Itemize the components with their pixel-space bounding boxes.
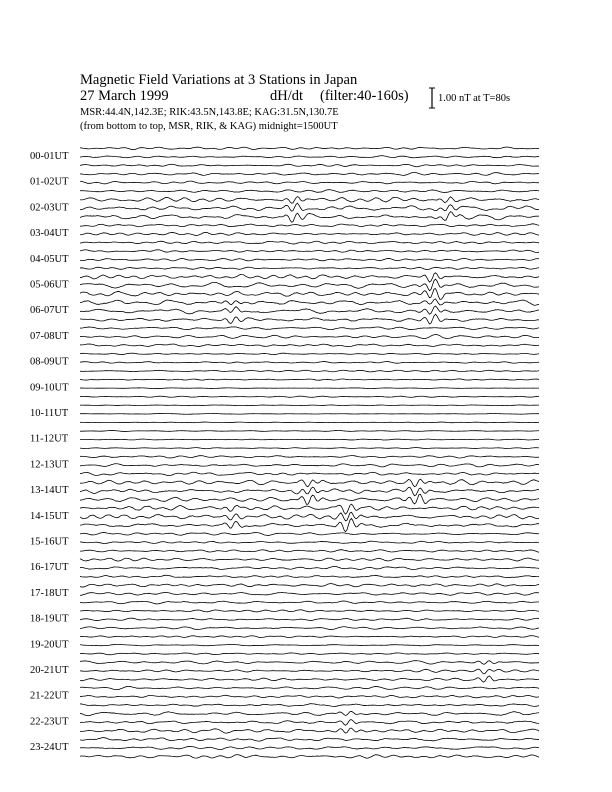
trace-msr — [80, 422, 539, 423]
trace-rik — [80, 746, 539, 749]
hour-label: 00-01UT — [30, 151, 69, 162]
trace-rik — [80, 487, 539, 496]
hour-label: 08-09UT — [30, 356, 69, 368]
trace-msr — [80, 676, 539, 682]
date-label: 27 March 1999 — [80, 88, 169, 104]
order-note: (from bottom to top, MSR, RIK, & KAG) midnight=1500UT — [80, 121, 338, 132]
trace-rik — [80, 181, 539, 184]
trace-rik — [80, 413, 539, 414]
hour-label: 21-22UT — [30, 690, 69, 702]
hour-label: 02-03UT — [30, 202, 69, 214]
trace-rik — [80, 512, 539, 521]
filter-label: (filter:40-160s) — [320, 88, 409, 104]
hour-label: 06-07UT — [30, 305, 69, 317]
trace-rik — [80, 695, 539, 698]
trace-msr — [80, 190, 539, 193]
trace-kag — [80, 711, 539, 715]
trace-rik — [80, 156, 539, 158]
trace-kag — [80, 273, 539, 282]
trace-rik — [80, 464, 539, 467]
trace-kag — [80, 533, 539, 536]
trace-kag — [80, 610, 539, 612]
trace-kag — [80, 327, 539, 330]
trace-kag — [80, 197, 539, 204]
chart-title: Magnetic Field Variations at 3 Stations in Japan — [80, 72, 358, 88]
trace-kag — [80, 584, 539, 588]
trace-msr — [80, 241, 539, 244]
trace-msr — [80, 627, 539, 630]
trace-rik — [80, 361, 539, 363]
hour-label: 01-02UT — [30, 176, 69, 188]
trace-rik — [80, 232, 539, 235]
hour-label: 23-24UT — [30, 742, 69, 754]
trace-rik — [80, 541, 539, 543]
trace-msr — [80, 212, 539, 222]
trace-msr — [80, 289, 539, 300]
trace-msr — [80, 448, 539, 449]
trace-kag — [80, 636, 539, 638]
trace-rik — [80, 258, 539, 261]
trace-rik — [80, 592, 539, 595]
hour-label: 04-05UT — [30, 253, 69, 265]
scale-label: 1.00 nT at T=80s — [438, 93, 511, 104]
trace-msr — [80, 601, 539, 604]
trace-kag — [80, 224, 539, 227]
trace-kag — [80, 661, 539, 665]
hour-label: 03-04UT — [30, 228, 69, 240]
hour-label: 11-12UT — [30, 433, 69, 445]
trace-kag — [80, 558, 539, 561]
trace-msr — [80, 267, 539, 269]
trace-kag — [80, 172, 539, 175]
trace-kag — [80, 353, 539, 354]
hour-label: 05-06UT — [30, 279, 69, 291]
trace-msr — [80, 344, 539, 347]
hour-label: 13-14UT — [30, 485, 69, 497]
trace-kag — [80, 479, 539, 487]
trace-rik — [80, 335, 539, 339]
hour-label: 09-10UT — [30, 382, 69, 394]
stations-label: MSR:44.4N,142.3E; RIK:43.5N,143.8E; KAG:31.5N,130.7E — [80, 107, 339, 118]
hour-label: 15-16UT — [30, 536, 69, 548]
hour-label: 16-17UT — [30, 562, 69, 574]
quantity-label: dH/dt — [270, 88, 304, 104]
trace-rik — [80, 306, 539, 314]
trace-kag — [80, 379, 539, 380]
trace-kag — [80, 738, 539, 742]
trace-kag — [80, 504, 539, 514]
trace-msr — [80, 494, 539, 504]
trace-msr — [80, 518, 539, 531]
trace-kag — [80, 686, 539, 689]
trace-rik — [80, 279, 539, 291]
hour-label: 07-08UT — [30, 330, 69, 342]
trace-rik — [80, 439, 539, 440]
trace-rik — [80, 618, 539, 620]
trace-msr — [80, 704, 539, 707]
trace-rik — [80, 720, 539, 726]
trace-msr — [80, 653, 539, 655]
hour-label: 19-20UT — [30, 639, 69, 651]
hour-label: 10-11UT — [30, 408, 69, 419]
trace-msr — [80, 314, 539, 324]
hour-label: 22-23UT — [30, 716, 69, 728]
trace-kag — [80, 456, 539, 458]
trace-rik — [80, 566, 539, 569]
trace-rik — [80, 388, 539, 389]
hour-label: 12-13UT — [30, 459, 69, 471]
trace-msr — [80, 472, 539, 475]
trace-msr — [80, 575, 539, 577]
trace-rik — [80, 203, 539, 211]
hour-label: 14-15UT — [30, 510, 69, 522]
trace-kag — [80, 430, 539, 431]
trace-kag — [80, 147, 539, 150]
trace-msr — [80, 370, 539, 372]
trace-rik — [80, 644, 539, 645]
trace-kag — [80, 405, 539, 406]
trace-msr — [80, 396, 539, 397]
trace-kag — [80, 299, 539, 305]
trace-msr — [80, 728, 539, 733]
trace-msr — [80, 755, 539, 759]
trace-msr — [80, 164, 539, 167]
hour-label: 18-19UT — [30, 613, 69, 625]
trace-msr — [80, 550, 539, 553]
hour-label: 17-18UT — [30, 587, 69, 599]
trace-rik — [80, 669, 539, 674]
hour-label: 20-21UT — [30, 665, 69, 676]
trace-kag — [80, 250, 539, 253]
